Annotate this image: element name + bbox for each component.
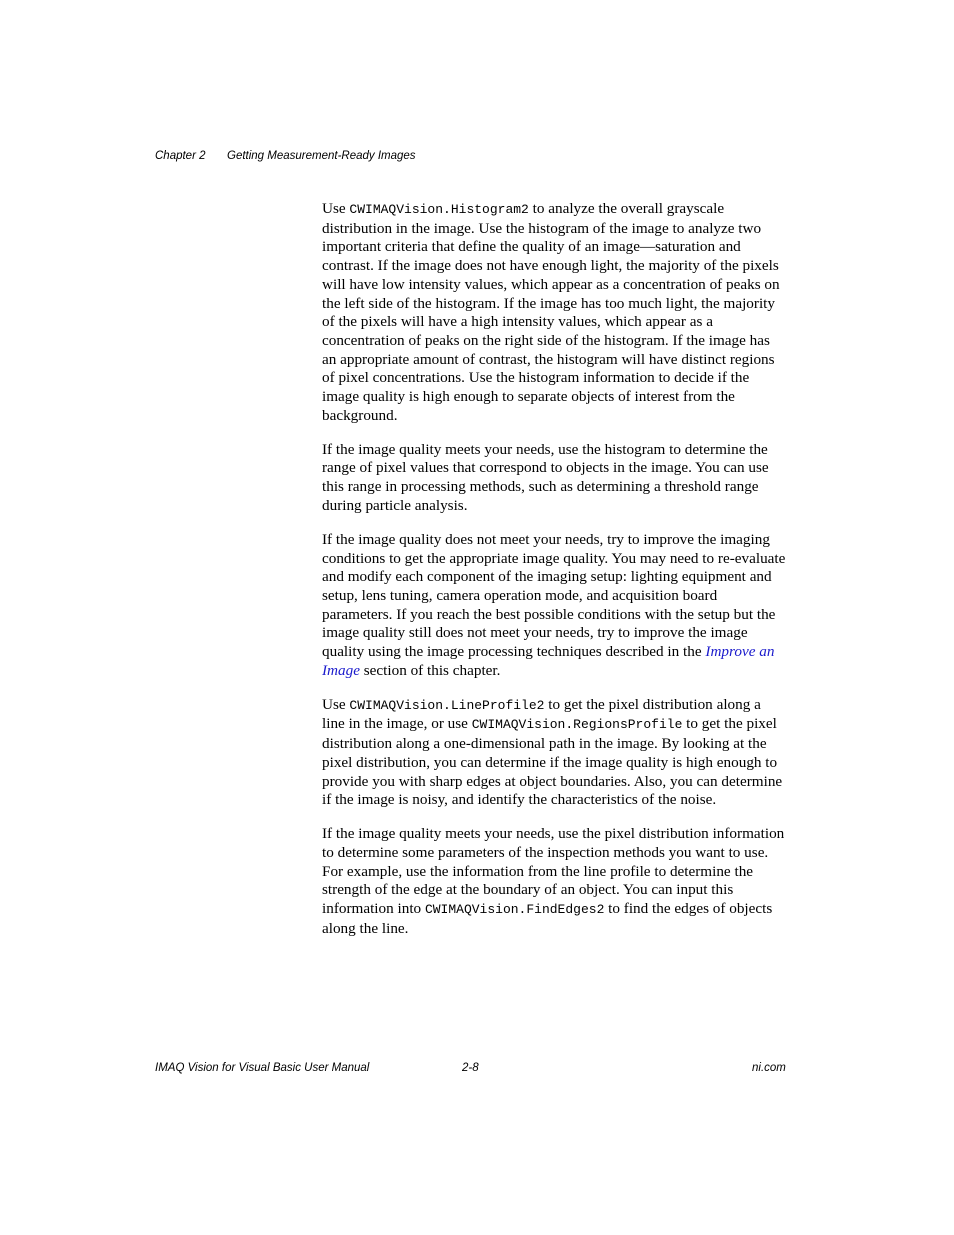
- body-text: [322, 200, 786, 954]
- paragraph-improve-conditions: [322, 531, 786, 681]
- code-regionsprofile: CWIMAQVision.RegionsProfile: [471, 717, 683, 733]
- text-run: to analyze the overall grayscale distribution in the image. Use the histogram of the image to analyze two important criteria that define the quality of an image—saturation and contrast. If the image does not have enough light, the majority of the pixels will have low intensity values, which appear as a concentration of peaks on the left side of the histogram. If the image has too much light, the majority of the pixels will have a high intensity values, which appear as a concentration of peaks on the right side of the histogram. If the image has an appropriate amount of contrast, the histogram will have distinct regions of pixel concentrations. Use the histogram information to decide if the image quality is high enough to separate objects of interest from the background.: [322, 200, 780, 424]
- text-run: to get the pixel distribution along a line in the image, or use: [322, 695, 761, 733]
- text-run: Use: [322, 695, 350, 713]
- code-histogram2: CWIMAQVision.Histogram2: [349, 202, 529, 217]
- text-run: to get the pixel distribution along a one-dimensional path in the image. By looking at the pixel distribution, you can determine if the image quality is high enough to provide you with sharp edges at object boundaries. Also, you can determine if the image is noisy, and identify the characteristics of the noise.: [322, 715, 783, 809]
- text-run: section of this chapter.: [359, 661, 501, 679]
- paragraph-histogram: [322, 200, 786, 425]
- paragraph-line-profile: [322, 696, 786, 810]
- footer-manual-title: IMAQ Vision for Visual Basic User Manual: [155, 1062, 370, 1074]
- code-findedges2: CWIMAQVision.FindEdges2: [424, 902, 605, 918]
- running-header: [155, 150, 416, 162]
- code-lineprofile2: CWIMAQVision.LineProfile2: [349, 697, 545, 713]
- text-run: If the image quality meets your needs, use the pixel distribution information to determine some parameters of the inspection methods you want to use. For example, use the information from the line profile to determine the strength of the edge at the boundary of an object. You can input this information into: [322, 825, 785, 918]
- paragraph-find-edges: [322, 825, 786, 938]
- text-run: If the image quality does not meet your needs, try to improve the imaging conditions to get the appropriate image quality. You may need to re-evaluate and modify each component of the imaging setup: lighting equipment and setup, lens tuning, camera operation mode, and acquisition board parameters. If you reach the best possible conditions with the setup but the image quality still does not meet your needs, try to improve the image quality using the image processing techniques described in the: [322, 530, 786, 661]
- footer-website: ni.com: [752, 1062, 786, 1074]
- improve-an-image-link[interactable]: Improve an Image: [322, 643, 775, 679]
- paragraph-threshold-range: If the image quality meets your needs, use the histogram to determine the range of pixel values that correspond to objects in the image. You can use this range in processing methods, such as determining a threshold range during particle analysis.: [322, 440, 769, 514]
- chapter-title: Getting Measurement-Ready Images: [227, 150, 416, 162]
- footer-page-number: 2-8: [462, 1062, 479, 1074]
- chapter-label: Chapter 2: [155, 150, 206, 162]
- text-run: to find the edges of objects along the line.: [322, 900, 773, 937]
- text-run: Use: [322, 200, 350, 217]
